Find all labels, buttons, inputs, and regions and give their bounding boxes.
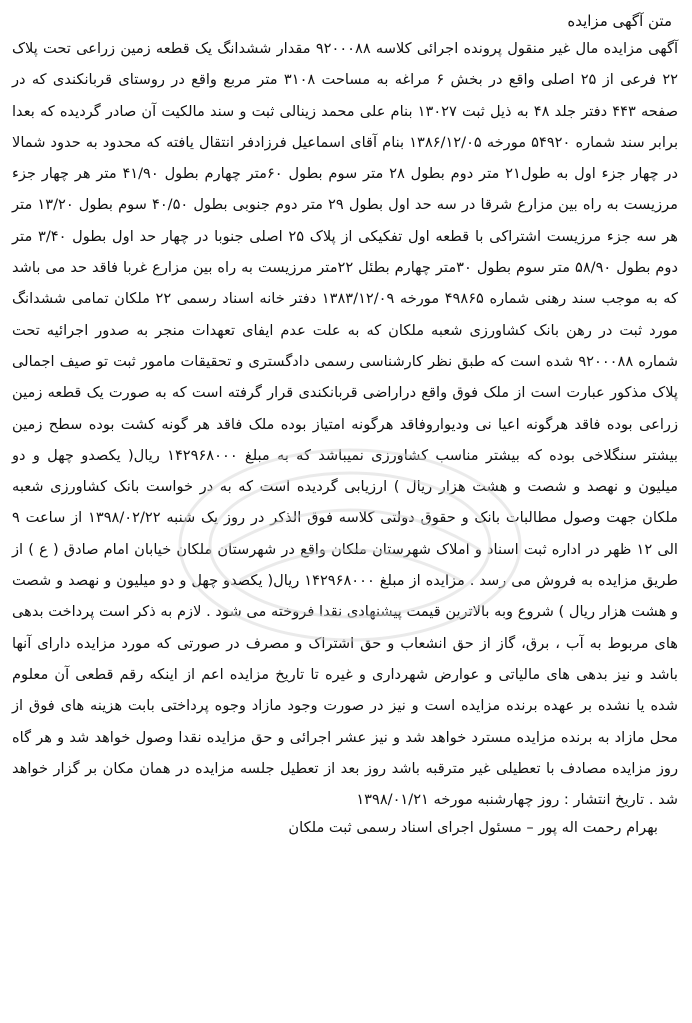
notice-signature: بهرام رحمت اله پور – مسئول اجرای اسناد رسمی ثبت ملکان <box>288 819 658 837</box>
notice-body: آگهی مزایده مال غیر منقول پرونده اجرائی کلاسه ۹۲۰۰۰۸۸ مقدار ششدانگ یک قطعه زمین زراعی تحت پلاک ۲۲ فرعی از ۲۵ اصلی واقع در بخش ۶ مراغه به مساحت ۳۱۰۸ متر مربع واقع در روستای قربانکندی که در صفحه ۴۴۳ دفتر جلد ۴۸ به ذیل ثبت ۱۳۰۲۷ بنام علی محمد زینالی ثبت و سند مالکیت آن صادر گردیده که بعدا برابر سند شماره ۵۴۹۲۰ مورخه ۱۳۸۶/۱۲/۰۵ بنام آقای اسماعیل فرزادفر انتقال یافته که محدود به حدود شمالا در چهار جزء اول به طول۲۱ متر دوم بطول ۲۸ متر سوم بطول ۶۰متر چهارم بطول ۴۱/۹۰ متر هر چهار جزء مرزیست به راه بین مزارع شرقا در سه حد اول بطول ۲۹ متر دوم جنوبی بطول ۴۰/۵۰ سوم بطول ۱۳/۲۰ متر هر سه جزء مرزیست اشتراکی با قطعه اول تفکیکی از پلاک ۲۵ اصلی جنوبا در چهار حد اول بطول ۳/۴۰ متر دوم بطول ۵۸/۹۰ متر سوم بطول ۳۰متر چهارم بطئل ۲۲متر مرزیست به راه بین مزارع غربا فاقد حد می باشد که به موجب سند رهنی شماره ۴۹۸۶۵ مورخه ۱۳۸۳/۱۲/۰۹ دفتر خانه اسناد رسمی ۲۲ ملکان تمامی ششدانگ مورد ثبت در رهن بانک کشاورزی شعبه ملکان که به علت عدم ایفای تعهدات منجر به صدور اجرائیه تحت شماره ۹۲۰۰۰۸۸ شده است که طبق نظر کارشناسی رسمی دادگستری و تحقیقات مامور ثبت تو صیف اجمالی پلاک مذکور عبارت است از ملک فوق واقع دراراضی قربانکندی قرار گرفته است که به صورت یک قطعه زمین زراعی بوده فاقد هرگونه اعیا نی ودیواروفاقد هرگونه امتیاز بوده ملک فاقد هر گونه کشت بوده سطح زمین بیشتر سنگلاخی بوده که بیشتر مناسب کشاورزی نمیباشد که به مبلغ ۱۴۲۹۶۸۰۰۰ ریال( یکصدو چهل و دو میلیون و نهصد و شصت و هشت هزار ریال ) ارزیابی گردیده است که به در خواست بانک کشاورزی شعبه ملکان جهت وصول مطالبات بانک و حقوق دولتی کلاسه فوق الذکر در روز یک شنبه ۱۳۹۸/۰۲/۲۲ از ساعت ۹ الی ۱۲ ظهر در اداره ثبت اسناد و املاک شهرستان ملکان واقع در شهرستان ملکان خیابان امام صادق ( ع ) از طریق مزایده به فروش می رسد . مزایده از مبلغ ۱۴۲۹۶۸۰۰۰ ریال( یکصدو چهل و دو میلیون و نهصد و شصت و هشت هزار ریال ) شروع وبه بالاترین قیمت پیشنهادی نقدا فروخته می شود . لازم به ذکر است پرداخت بدهی های مربوط به آب ، برق، گاز از حق انشعاب و حق اشتراک و مصرف در صورتی که مورد مزایده دارای آنها باشد و نیز بدهی های مالیاتی و عوارض شهرداری و غیره تا تاریخ مزایده اعم از اینکه رقم قطعی آن معلوم شده یا نشده بر عهده برنده مزایده است و نیز در صورت وجود مازاد وجوه پرداختی بابت هزینه های فوق از محل مازاد به برنده مزایده مسترد خواهد شد و نیز عشر اجرائی و حق مزایده نقدا وصول خواهد شد و هر گاه روز مزایده مصادف با تعطیلی غیر مترقبه باشد روز بعد از تعطیل جلسه مزایده در همان مکان بر گزار خواهد شد . تاریخ انتشار : روز چهارشنبه مورخه ۱۳۹۸/۰۱/۲۱ <box>12 40 679 809</box>
notice-title: متن آگهی مزایده <box>567 12 672 30</box>
